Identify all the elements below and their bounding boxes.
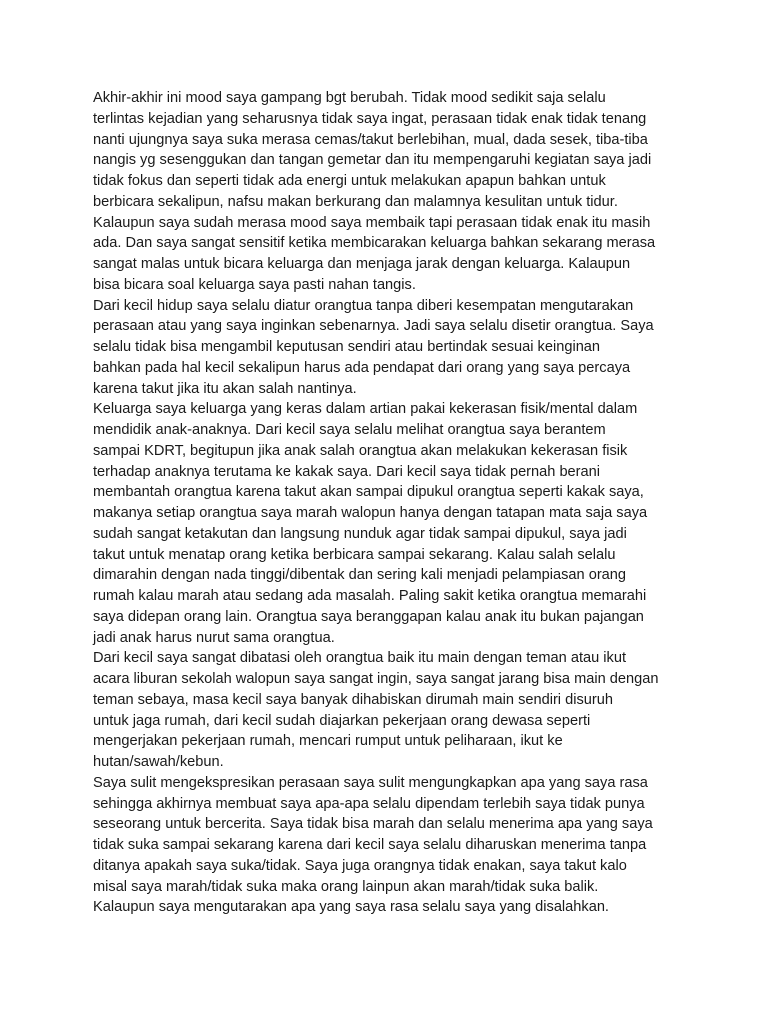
text-line: tidak fokus dan seperti tidak ada energi untuk melakukan apapun bahkan untuk <box>93 173 606 189</box>
text-line: jadi anak harus nurut sama orangtua. <box>93 629 335 646</box>
text-line: teman sebaya, masa kecil saya banyak dihabiskan dirumah main sendiri disuruh <box>93 691 613 708</box>
text-line: acara liburan sekolah walopun saya sangat ingin, saya sangat jarang bisa main dengan <box>93 671 659 687</box>
text-line: terhadap anaknya terutama ke kakak saya. Dari kecil saya tidak pernah berani <box>93 463 601 480</box>
text-line: Kalaupun saya mengutarakan apa yang saya rasa selalu saya yang disalahkan. <box>93 899 609 916</box>
text-line: misal saya marah/tidak suka maka orang lainpun akan marah/tidak suka balik. <box>93 878 599 895</box>
text-line: ditanya apakah saya suka/tidak. Saya juga orangnya tidak enakan, saya takut kalo <box>93 857 627 874</box>
text-line: terlintas kejadian yang seharusnya tidak saya ingat, perasaan tidak enak tidak tenang <box>93 110 647 127</box>
text-line: karena takut jika itu akan salah nantinya. <box>93 380 357 397</box>
text-line: Dari kecil saya sangat dibatasi oleh orangtua baik itu main dengan teman atau ikut <box>93 650 626 667</box>
text-line: hutan/sawah/kebun. <box>93 754 224 770</box>
text-line: ada. Dan saya sangat sensitif ketika membicarakan keluarga bahkan sekarang merasa <box>93 235 656 252</box>
text-line: Saya sulit mengekspresikan perasaan saya sulit mengungkapkan apa yang saya rasa <box>93 774 648 791</box>
text-line: makanya setiap orangtua saya marah walopun hanya dengan tatapan mata saja saya <box>93 505 648 521</box>
text-line: untuk jaga rumah, dari kecil sudah diajarkan pekerjaan orang dewasa seperti <box>93 712 591 729</box>
text-line: mengerjakan pekerjaan rumah, mencari rumput untuk peliharaan, ikut ke <box>93 733 563 750</box>
text-line: selalu tidak bisa mengambil keputusan sendiri atau bertindak sesuai keinginan <box>93 339 601 355</box>
text-line: saya didepan orang lain. Orangtua saya beranggapan kalau anak itu bukan pajangan <box>93 608 644 625</box>
text-line: mendidik anak-anaknya. Dari kecil saya selalu melihat orangtua saya berantem <box>93 422 606 438</box>
text-line: sampai KDRT, begitupun jika anak salah orangtua akan melakukan kekerasan fisik <box>93 442 628 459</box>
text-line: rumah kalau marah atau sedang ada masalah. Paling sakit ketika orangtua memarahi <box>93 588 647 604</box>
text-line: nanti ujungnya saya suka merasa cemas/takut berlebihan, mual, dada sesek, tiba-tiba <box>93 131 648 148</box>
text-line: membantah orangtua karena takut akan sampai dipukul orangtua seperti kakak saya, <box>93 484 644 501</box>
body-text <box>93 88 683 918</box>
text-line: berbicara sekalipun, nafsu makan berkurang dan malamnya kesulitan untuk tidur. <box>93 193 618 210</box>
text-line: bisa bicara soal keluarga saya pasti nahan tangis. <box>93 276 416 293</box>
text-line: tidak suka sampai sekarang karena dari kecil saya selalu diharuskan menerima tanpa <box>93 837 647 853</box>
text-line: perasaan atau yang saya inginkan sebenarnya. Jadi saya selalu disetir orangtua. Saya <box>93 318 654 335</box>
text-line: Akhir-akhir ini mood saya gampang bgt berubah. Tidak mood sedikit saja selalu <box>93 90 606 106</box>
text-line: sangat malas untuk bicara keluarga dan menjaga jarak dengan keluarga. Kalaupun <box>93 256 631 272</box>
text-line: nangis yg sesenggukan dan tangan gemetar dan itu mempengaruhi kegiatan saya jadi <box>93 152 652 169</box>
text-line: Dari kecil hidup saya selalu diatur orangtua tanpa diberi kesempatan mengutarakan <box>93 297 634 314</box>
text-line: Kalaupun saya sudah merasa mood saya membaik tapi perasaan tidak enak itu masih <box>93 214 651 231</box>
text-line: Keluarga saya keluarga yang keras dalam artian pakai kekerasan fisik/mental dalam <box>93 401 638 418</box>
text-line: takut untuk menatap orang ketika berbicara sampai sekarang. Kalau salah selalu <box>93 546 616 563</box>
text-line: sehingga akhirnya membuat saya apa-apa selalu dipendam terlebih saya tidak punya <box>93 795 645 812</box>
text-line: bahkan pada hal kecil sekalipun harus ada pendapat dari orang yang saya percaya <box>93 359 631 376</box>
text-line: seseorang untuk bercerita. Saya tidak bisa marah dan selalu menerima apa yang saya <box>93 816 653 833</box>
text-line: dimarahin dengan nada tinggi/dibentak dan sering kali menjadi pelampiasan orang <box>93 567 627 584</box>
text-line: sudah sangat ketakutan dan langsung nunduk agar tidak sampai dipukul, saya jadi <box>93 525 627 542</box>
